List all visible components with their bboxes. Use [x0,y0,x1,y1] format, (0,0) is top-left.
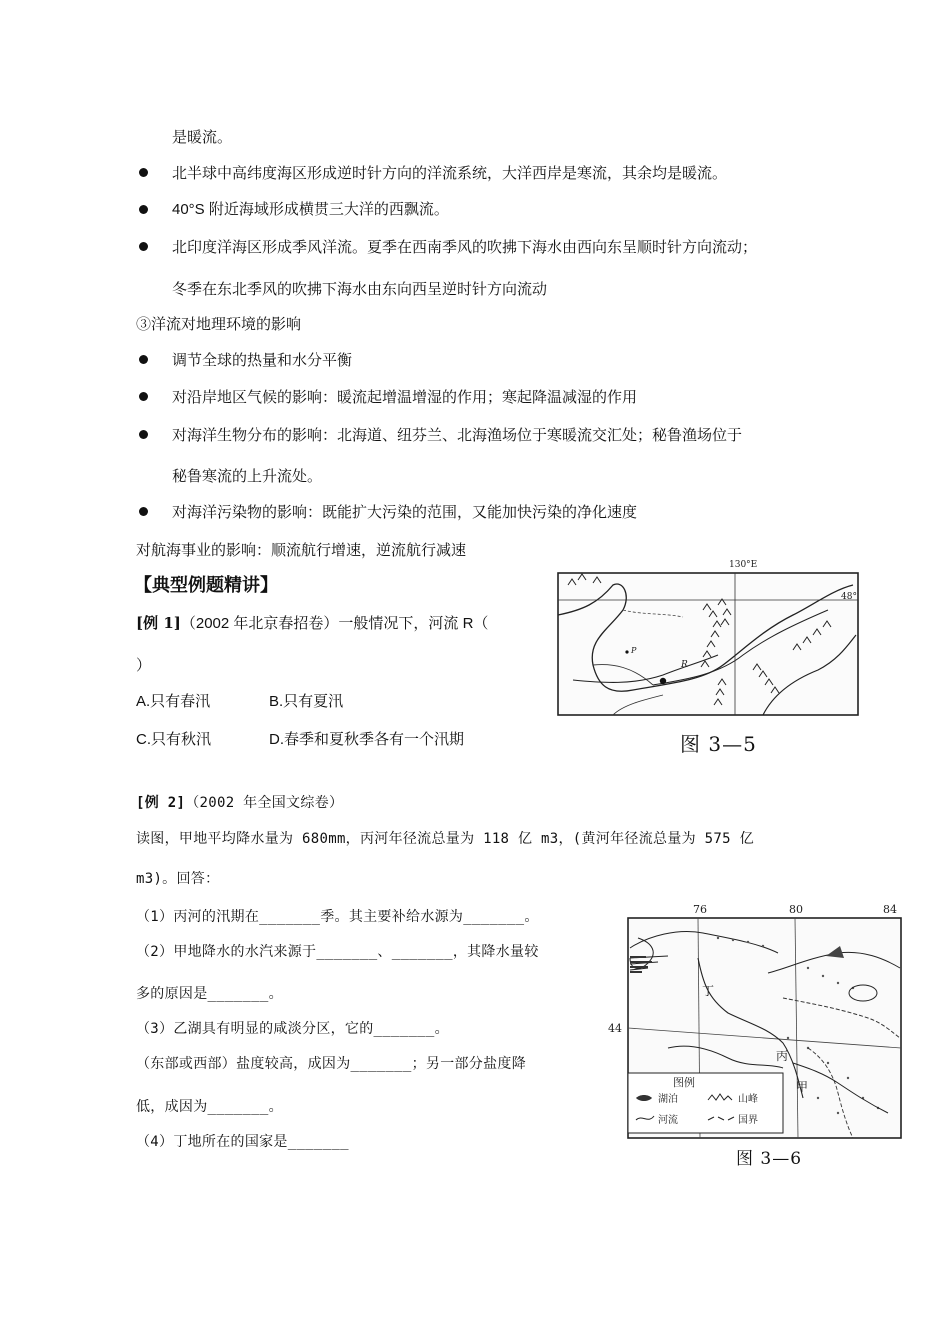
question-1: （1）丙河的汛期在_______季。其主要补给水源为_______。 [136,909,539,925]
example2-tag: [例 2] [136,795,186,811]
bullet-item: 北印度洋海区形成季风洋流。夏季在西南季风的吹拂下海水由西向东呈顺时针方向流动； [172,238,758,256]
russia-far-east-map [553,555,863,720]
continued-text: 是暖流。 [172,128,233,146]
effect-item: 调节全球的热量和水分平衡 [172,351,353,369]
legend-river: 河流 [658,1115,678,1126]
effect-continuation: 秘鲁寒流的上升流处。 [172,467,323,485]
bullet-continuation: 冬季在东北季风的吹拂下海水由东向西呈逆时针方向流动 [172,280,548,298]
figure-3-5-caption: 图 3—5 [680,732,757,756]
bullet-item: 40°S 附近海域形成横贯三大洋的西飘流。 [172,201,449,218]
lon-80-label: 80 [789,903,803,916]
question-3: （3）乙湖具有明显的咸淡分区，它的_______。 [136,1021,449,1037]
legend-lake: 湖泊 [658,1094,678,1105]
option-c: C.只有秋汛 [136,731,212,748]
question-3-cont2: 低，成因为_______。 [136,1099,283,1115]
bullet-dot [139,392,148,401]
bullet-item: 北半球中高纬度海区形成逆时针方向的洋流系统，大洋西岸是寒流，其余均是暖流。 [172,164,728,182]
figure-3-5-map [553,555,863,720]
lon-label: 130°E [729,560,758,570]
example1-close: ） [136,656,152,674]
example1-source: （2002 年北京春招卷）一般情况下，河流 R（ [180,615,489,632]
lat-44-label: 44 [608,1022,622,1035]
legend-border: 国界 [738,1115,758,1126]
effect-item: 对沿岸地区气候的影响：暖流起增温增湿的作用；寒起降温减湿的作用 [172,388,638,406]
example1-tag: [例 1] [136,614,181,632]
figure-3-6-map [608,898,908,1143]
figure-3-6-caption: 图 3—6 [736,1149,803,1169]
point-p-label: P [631,646,637,655]
question-3-cont: （东部或西部）盐度较高，成因为_______；另一部分盐度降 [136,1056,526,1072]
example2-source: （2002 年全国文综卷） [185,795,344,811]
option-a: A.只有春汛 [136,693,211,710]
lat-label: 48° [841,592,857,602]
effect-item: 对海洋生物分布的影响：北海道、纽芬兰、北海渔场位于寒暖流交汇处；秘鲁渔场位于 [172,426,743,444]
example2-intro: 读图，甲地平均降水量为 680mm，丙河年径流总量为 118 亿 m3，(黄河年径流总量为 575 亿 [136,831,754,847]
option-b: B.只有夏汛 [269,693,344,710]
effect-item: 对海洋污染物的影响：既能扩大污染的范围，又能加快污染的净化速度 [172,503,638,521]
question-2: （2）甲地降水的水汽来源于_______、_______，其降水量较 [136,944,539,960]
bullet-dot [139,507,148,516]
legend-title: 图例 [673,1076,695,1089]
lon-76-label: 76 [693,903,707,916]
label-jia: 甲 [796,1080,809,1094]
bullet-dot [139,355,148,364]
navigation-effect: 对航海事业的影响：顺流航行增速，逆流航行减速 [136,541,467,559]
question-4: （4）丁地所在的国家是_______ [136,1134,349,1150]
section-title: ③洋流对地理环境的影响 [136,315,302,333]
label-ding: 丁 [702,984,715,998]
example2-intro-cont: m3)。回答： [136,871,220,887]
lon-84-label: 84 [883,903,897,916]
label-bing: 丙 [776,1049,789,1063]
bullet-dot [139,430,148,439]
option-d: D.春季和夏秋季各有一个汛期 [269,731,465,748]
legend-peak: 山峰 [738,1094,758,1105]
examples-heading: 【典型例题精讲】 [134,575,278,596]
question-2-cont: 多的原因是_______。 [136,986,283,1002]
central-asia-map [608,898,908,1143]
river-r-label: R [681,660,688,670]
bullet-dot [139,242,148,251]
bullet-dot [139,168,148,177]
bullet-dot [139,205,148,214]
